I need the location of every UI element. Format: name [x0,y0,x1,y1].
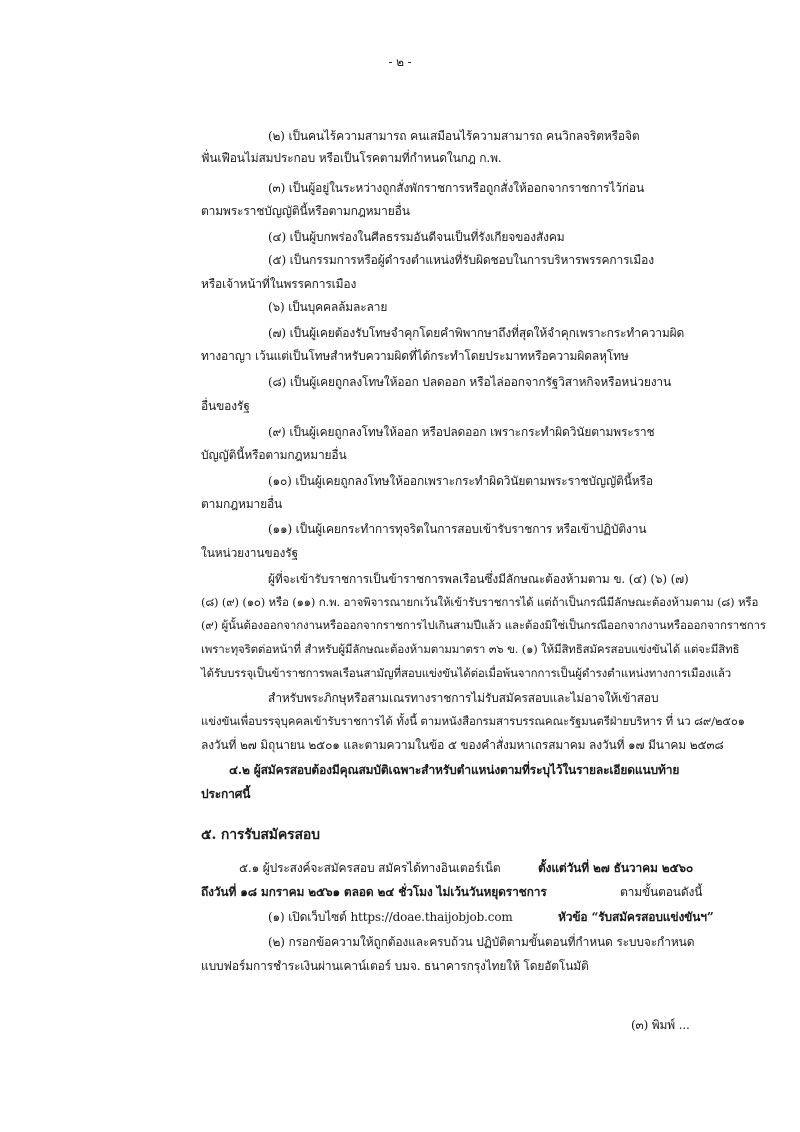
text-line: ตั้งแต่วันที่ ๒๗ ธันวาคม ๒๕๖๐ [538,861,694,875]
text-line: (๑) เปิดเว็บไซต์ https://doae.thaijobjob.com [268,910,513,924]
text-line: สำหรับพระภิกษุหรือสามเณรทางราชการไม่รับสมัครสอบและไม่อาจให้เข้าสอบ [268,691,659,705]
text-line: เพราะทุจริตต่อหน้าที่ สำหรับผู้มีลักษณะต้องห้ามตามมาตรา ๓๖ ข. (๑) ให้มีสิทธิสมัครสอบแข่งขันได้ แต่จะมีสิทธิ [201,642,740,656]
text-line: (๔) เป็นผู้บกพร่องในศีลธรรมอันดีจนเป็นที่รังเกียจของสังคม [268,230,565,244]
text-line: ตามขั้นตอนดังนี้ [620,885,703,899]
text-line: (๖) เป็นบุคคลล้มละลาย [268,300,388,314]
text-line: บัญญัตินี้หรือตามกฎหมายอื่น [201,448,347,462]
text-line: (๓) เป็นผู้อยู่ในระหว่างถูกสั่งพักราชการหรือถูกสั่งให้ออกจากราชการไว้ก่อน [268,181,645,195]
text-line: หรือเจ้าหน้าที่ในพรรคการเมือง [201,277,357,291]
text-line: อื่นของรัฐ [201,399,250,413]
text-line: ทางอาญา เว้นแต่เป็นโทษสำหรับความผิดที่ได้กระทำโดยประมาทหรือความผิดลหุโทษ [201,349,629,363]
text-line: (๗) เป็นผู้เคยต้องรับโทษจำคุกโดยคำพิพากษาถึงที่สุดให้จำคุกเพราะกระทำความผิด [268,326,685,340]
text-line: ลงวันที่ ๒๗ มิถุนายน ๒๕๐๑ และตามความในข้อ ๕ ของคำสั่งมหาเถรสมาคม ลงวันที่ ๑๗ มีนาคม ๒๕๓๘ [201,738,724,752]
text-line: ๕.๑ ผู้ประสงค์จะสมัครสอบ สมัครได้ทางอินเตอร์เน็ต [239,861,501,875]
text-line: ได้รับบรรจุเป็นข้าราชการพลเรือนสามัญที่สอบแข่งขันได้ต่อเมื่อพ้นจากการเป็นผู้ดำรงตำแหน่งทางการเมืองแล้ว [201,666,732,680]
section-heading: ๔.๒ ผู้สมัครสอบต้องมีคุณสมบัติเฉพาะสำหรับตำแหน่งตามที่ระบุไว้ในรายละเอียดแนบท้าย [229,763,680,777]
text-line: ถึงวันที่ ๑๘ มกราคม ๒๕๖๑ ตลอด ๒๔ ชั่วโมง ไม่เว้นวันหยุดราชการ [201,885,547,899]
section-heading: ๕. การรับสมัครสอบ [201,827,320,843]
text-line: (๕) เป็นกรรมการหรือผู้ดำรงตำแหน่งที่รับผิดชอบในการบริหารพรรคการเมือง [268,253,654,267]
page-number: - ๒ - [388,55,412,69]
text-line: ฟั่นเฟือนไม่สมประกอบ หรือเป็นโรคตามที่กำหนดในกฎ ก.พ. [201,151,502,165]
text-line: (๒) กรอกข้อความให้ถูกต้องและครบถ้วน ปฏิบัติตามขั้นตอนที่กำหนด ระบบจะกำหนด [268,935,695,949]
text-line: ผู้ที่จะเข้ารับราชการเป็นข้าราชการพลเรือนซึ่งมีลักษณะต้องห้ามตาม ข. (๔) (๖) (๗) [268,572,689,586]
section-heading: ประกาศนี้ [201,787,251,801]
text-line: (๒) เป็นคนไร้ความสามารถ คนเสมือนไร้ความสามารถ คนวิกลจริตหรือจิต [268,129,640,143]
text-line: แข่งขันเพื่อบรรจุบุคคลเข้ารับราชการได้ ทั้งนี้ ตามหนังสือกรมสารบรรณคณะรัฐมนตรีฝ่ายบริหาร ที่ นว ๘๙/๒๕๐๑ [201,714,745,728]
text-line: ในหน่วยงานของรัฐ [201,546,298,560]
text-line: (๘) เป็นผู้เคยถูกลงโทษให้ออก ปลดออก หรือไล่ออกจากรัฐวิสาหกิจหรือหน่วยงาน [268,375,672,389]
text-line: แบบฟอร์มการชำระเงินผ่านเคาน์เตอร์ บมจ. ธนาคารกรุงไทยให้ โดยอัตโนมัติ [201,959,589,973]
text-line: (๑๐) เป็นผู้เคยถูกลงโทษให้ออกเพราะกระทำผิดวินัยตามพระราชบัญญัตินี้หรือ [268,474,653,488]
text-line: หัวข้อ “รับสมัครสอบแข่งขันฯ” [558,910,714,924]
text-line: ตามพระราชบัญญัตินี้หรือตามกฎหมายอื่น [201,204,410,218]
text-line: (๙) เป็นผู้เคยถูกลงโทษให้ออก หรือปลดออก เพราะกระทำผิดวินัยตามพระราช [268,425,655,439]
text-line: ตามกฎหมายอื่น [201,497,283,511]
text-line: (๑๑) เป็นผู้เคยกระทำการทุจริตในการสอบเข้ารับราชการ หรือเข้าปฏิบัติงาน [268,522,647,536]
text-line: (๘) (๙) (๑๐) หรือ (๑๑) ก.พ. อาจพิจารณายกเว้นให้เข้ารับราชการได้ แต่ถ้าเป็นกรณีมีลักษณะต้องห้ามตาม (๘) หรือ [201,595,759,609]
text-line: (๙) ผู้นั้นต้องออกจากงานหรือออกจากราชการไปเกินสามปีแล้ว และต้องมิใช่เป็นกรณีออกจากงานหรือออกจากราชการ [201,618,766,632]
continuation-note: (๓) พิมพ์ ... [631,1018,690,1032]
